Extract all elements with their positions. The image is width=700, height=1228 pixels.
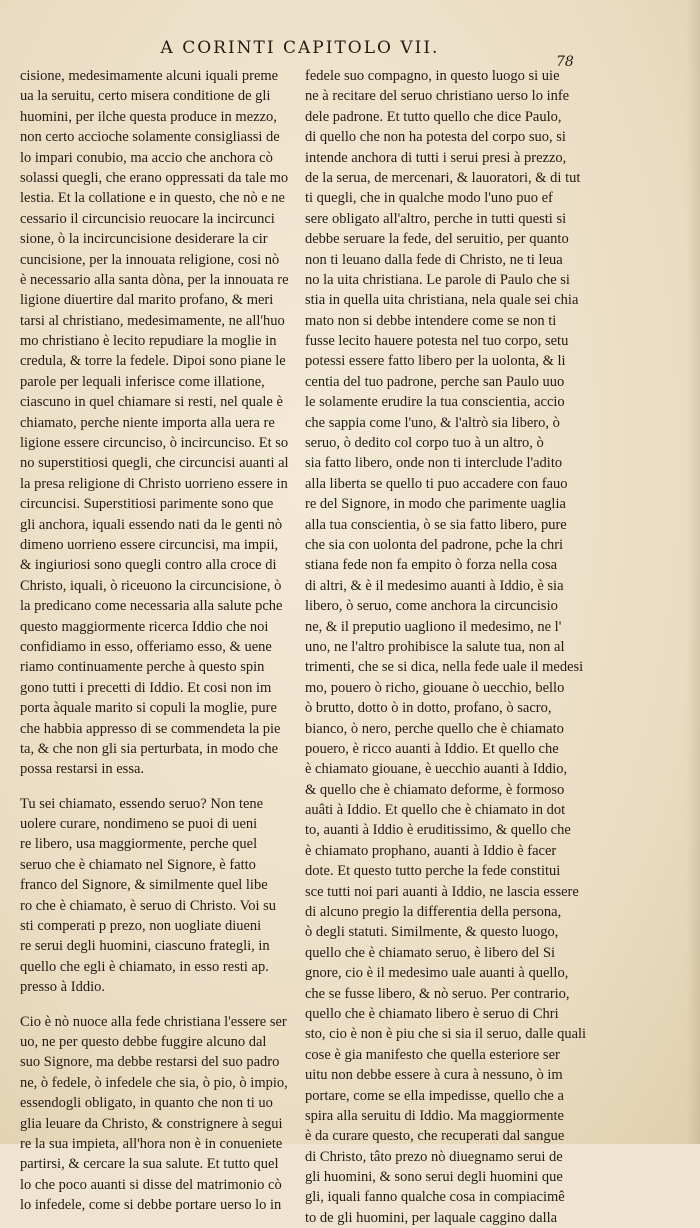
text-line: & ingiuriosi sono quegli contro alla croce di [20, 557, 277, 574]
text-line: dimeno uorrieno essere circuncisi, ma impii, [20, 536, 279, 553]
text-line: seruo, ò dedito col corpo tuo à un altro, ò [305, 435, 544, 452]
text-line: tarsi al christiano, medesimamente, ne all'huo [20, 312, 285, 329]
text-line: quello che è chiamato seruo, è libero del Si [305, 944, 556, 961]
text-line: to, auanti à Iddio è eruditissimo, & quello che [305, 822, 571, 839]
text-line: lo che poco auanti si disse del matrimonio cò [20, 1176, 282, 1193]
text-line: sti comperati p prezo, non uogliate diueni [20, 918, 262, 935]
text-line: possa restarsi in essa. [20, 761, 145, 778]
text-line: cisione, medesimamente alcuni iquali preme [20, 68, 279, 84]
text-line: riamo continuamente perche à questo spin [20, 659, 265, 676]
text-line: ne, & il preputio uagliono il medesimo, ne l' [305, 618, 562, 635]
text-line: è da curare questo, che recuperati dal sangue [305, 1128, 565, 1145]
text-line: confidiamo in esso, offeriamo esso, & uene [20, 638, 272, 655]
text-line: non certo accioche solamente consigliassi de [20, 129, 280, 146]
text-line: de la serua, de mercenari, & lauoratori, & di tut [305, 169, 581, 186]
text-line: gli huomini, & sono serui degli huomini que [305, 1169, 563, 1186]
text-line: re libero, usa maggiormente, perche quel [20, 836, 258, 853]
text-line: questo maggiormente ricerca Iddio che noi [20, 618, 269, 635]
text-line: re serui degli huomini, ciascuno frategli, in [20, 938, 270, 955]
text-line: le solamente erudire la tua conscientia, accio [305, 394, 565, 411]
text-line: libero, ò seruo, come anchora la circuncisio [305, 598, 558, 615]
text-line: re del Signore, in modo che parimente uaglia [305, 496, 566, 513]
text-line: uitu non debbe essere à cura à nessuno, ò im [305, 1067, 563, 1084]
text-line: presso à Iddio. [20, 979, 105, 996]
text-line: seruo che è chiamato nel Signore, è fatto [20, 856, 256, 873]
page-edge-shadow [686, 0, 700, 1144]
text-line: quello che è chiamato libero è seruo di Chri [305, 1005, 559, 1022]
right-column [305, 66, 592, 1228]
text-line: Tu sei chiamato, essendo seruo? Non tene [20, 795, 264, 812]
text-line: solassi quegli, che erano oppressati da tale mo [20, 169, 289, 186]
text-line: fedele suo compagno, in questo luogo si uie [305, 68, 560, 84]
text-line: credula, & torre la fedele. Dipoi sono piane le [20, 353, 286, 370]
text-line: partirsi, & cercare la sua salute. Et tutto quel [20, 1156, 279, 1173]
page-number: 78 [556, 54, 574, 70]
text-line: non ti leuano dalla fede di Christo, ne ti leua [305, 251, 563, 268]
text-line: ro che è chiamato, è seruo di Christo. Voi su [20, 897, 276, 914]
text-line: ò brutto, dotto ò in dotto, profano, ò sacro, [305, 700, 552, 717]
text-line: ligione essere circunciso, ò incircunciso. Et so [20, 435, 289, 452]
text-line: che habbia appresso di se commendeta la pie [20, 720, 281, 737]
text-line: sto, cio è non è piu che si sia il seruo, dalle quali [305, 1026, 587, 1043]
text-line: gono tutti i precetti di Iddio. Et cosi non im [20, 679, 272, 696]
text-line: no superstitiosi quegli, che circuncisi auanti al [20, 455, 289, 472]
text-line: debbe seruare la fede, del seruitio, per quanto [305, 231, 569, 248]
text-line: che se fusse libero, & nò seruo. Per contrario, [305, 985, 570, 1002]
text-line: cessario il circuncisio reuocare la incircunci [20, 210, 275, 227]
text-line: potessi essere fatto libero per la uolonta, & li [305, 353, 566, 370]
text-line: che sia con uolonta del padrone, pche la chri [305, 536, 564, 553]
text-line: sere obligato all'altro, perche in tutti questi si [305, 210, 567, 227]
text-line: alla liberta se quello ti puo accadere con fauo [305, 475, 568, 492]
left-column [20, 66, 302, 1215]
paragraph-gap [20, 998, 302, 1012]
text-line: è necessario alla santa dòna, per la innouata re [20, 271, 289, 288]
text-line: ua la seruitu, certo misera conditione de gli [20, 88, 271, 105]
text-line: portare, come se ella impedisse, quello che a [305, 1087, 564, 1104]
text-line: sione, ò la incircuncisione desiderare la cir [20, 231, 268, 248]
text-line: ligione diuertire dal marito profano, & meri [20, 292, 274, 309]
text-line: uno, ne l'altro prohibisce la salute tua, non al [305, 638, 565, 655]
text-line: franco del Signore, & similmente quel libe [20, 877, 268, 894]
text-line: di alcuno pregio la differentia della persona, [305, 904, 562, 921]
text-line: mo, pouero ò richo, giouane ò uecchio, bello [305, 679, 565, 696]
text-line: re la sua impieta, all'hora non è in conueniete [20, 1135, 283, 1152]
text-line: Cio è nò nuoce alla fede christiana l'essere ser [20, 1013, 287, 1030]
paragraph-3 [20, 1012, 302, 1216]
text-line: pouero, è ricco auanti à Iddio. Et quello che [305, 740, 559, 757]
text-line: to de gli huomini, per laquale caggino dalla [305, 1209, 558, 1226]
paragraph-2 [20, 794, 302, 998]
text-line: Christo, iquali, ò riceuono la circuncisione, ò [20, 577, 282, 594]
text-line: centia del tuo padrone, perche san Paulo uuo [305, 373, 565, 390]
text-line: di quello che non ha potesta del corpo suo, si [305, 129, 566, 146]
text-line: cose è gia manifesto che quella esteriore ser [305, 1046, 560, 1063]
text-line: porta àquale marito si copuli la moglie, pure [20, 700, 277, 717]
text-line: sia fatto libero, onde non ti interclude l'adito [305, 455, 563, 472]
text-line: la predicano come necessaria alla salute pche [20, 598, 283, 615]
text-line: fusse lecito hauere potesta nel tuo corpo, setu [305, 333, 569, 350]
paragraph-1 [20, 66, 302, 780]
text-line: parole per lequali inferisce come illatione, [20, 373, 265, 390]
text-line: di altri, & è il medesimo auanti à Iddio, è sia [305, 577, 564, 594]
text-line: circuncisi. Superstitiosi parimente sono que [20, 496, 274, 513]
text-line: gli, iquali fanno qualche cosa in compiacimê [305, 1189, 565, 1206]
text-line: glia leuare da Christo, & constrignere à segui [20, 1115, 283, 1132]
text-line: è chiamato prophano, auanti à Iddio è facer [305, 842, 557, 859]
text-line: ò degli statuti. Similmente, & questo luogo, [305, 924, 559, 941]
text-line: cuncisione, per la innouata religione, cosi nò [20, 251, 280, 268]
text-line: no la uita christiana. Le parole di Paulo che si [305, 271, 570, 288]
text-line: ti quegli, che in qualche modo l'uno puo ef [305, 190, 553, 207]
text-line: stiana fede non fa empito ò forza nella cosa [305, 557, 558, 574]
text-line: intende anchora di tutti i serui presi à prezzo, [305, 149, 567, 166]
text-line: ne, ò fedele, ò infedele che sia, ò pio, ò impio, [20, 1074, 288, 1091]
text-line: gli anchora, iquali essendo nati da le genti nò [20, 516, 283, 533]
text-line: essendogli obligato, in quanto che non ti uo [20, 1095, 273, 1112]
text-line: quello che egli è chiamato, in esso resti ap. [20, 958, 269, 975]
running-header: A CORINTI CAPITOLO VII. [160, 38, 440, 58]
text-line: uo, ne per questo debbe fuggire alcuno dal [20, 1033, 267, 1050]
text-line: spira alla seruitu di Iddio. Ma maggiormente [305, 1107, 564, 1124]
text-line: è chiamato giouane, è uecchio auanti à Iddio, [305, 761, 568, 778]
text-line: auâti à Iddio. Et quello che è chiamato in dot [305, 802, 566, 819]
text-line: la presa religione di Christo uorrieno essere in [20, 475, 288, 492]
text-line: gnore, cio è il medesimo uale auanti à quello, [305, 965, 569, 982]
text-line: mato non si debbe intendere come se non ti [305, 312, 557, 329]
text-line: lestia. Et la collatione e in questo, che nò e ne [20, 190, 285, 207]
text-line: stia in quella uita christiana, nela quale sei chia [305, 292, 579, 309]
text-line: chiamato, perche niente importa alla uera re [20, 414, 275, 431]
text-line: mo christiano è lecito repudiare la moglie in [20, 333, 277, 350]
text-line: lo impari conubio, ma accio che anchora cò [20, 149, 273, 166]
text-line: dote. Et questo tutto perche la fede constitui [305, 863, 561, 880]
text-line: & quello che è chiamato deforme, è formoso [305, 781, 565, 798]
text-line: sce tutti noi pari auanti à Iddio, ne lascia essere [305, 883, 579, 900]
text-line: suo Signore, ma debbe restarsi del suo padro [20, 1054, 280, 1071]
text-line: di Christo, tâto prezo nò diuegnamo serui de [305, 1148, 563, 1165]
text-line: bianco, ò nero, perche quello che è chiamato [305, 720, 564, 737]
text-line: dele padrone. Et tutto quello che dice Paulo, [305, 108, 562, 125]
text-line: huomini, per ilche questa produce in mezzo, [20, 108, 277, 125]
paragraph-gap [20, 780, 302, 794]
text-line: che sappia come l'uno, & l'altrò sia libero, ò [305, 414, 560, 431]
text-line: ta, & che non gli sia perturbata, in modo che [20, 740, 279, 757]
text-line: ciascuno in quel chiamare si resti, nel quale è [20, 394, 283, 411]
text-line: lo infedele, come si debbe portare uerso lo in [20, 1197, 282, 1214]
text-line: alla tua conscientia, ò se sia fatto libero, pure [305, 516, 567, 533]
text-line: trimenti, che se si dica, nella fede uale il medesi [305, 659, 584, 676]
text-line: ne à recitare del seruo christiano uerso lo infe [305, 88, 570, 105]
text-line: uolere curare, nondimeno se puoi di ueni [20, 816, 258, 833]
